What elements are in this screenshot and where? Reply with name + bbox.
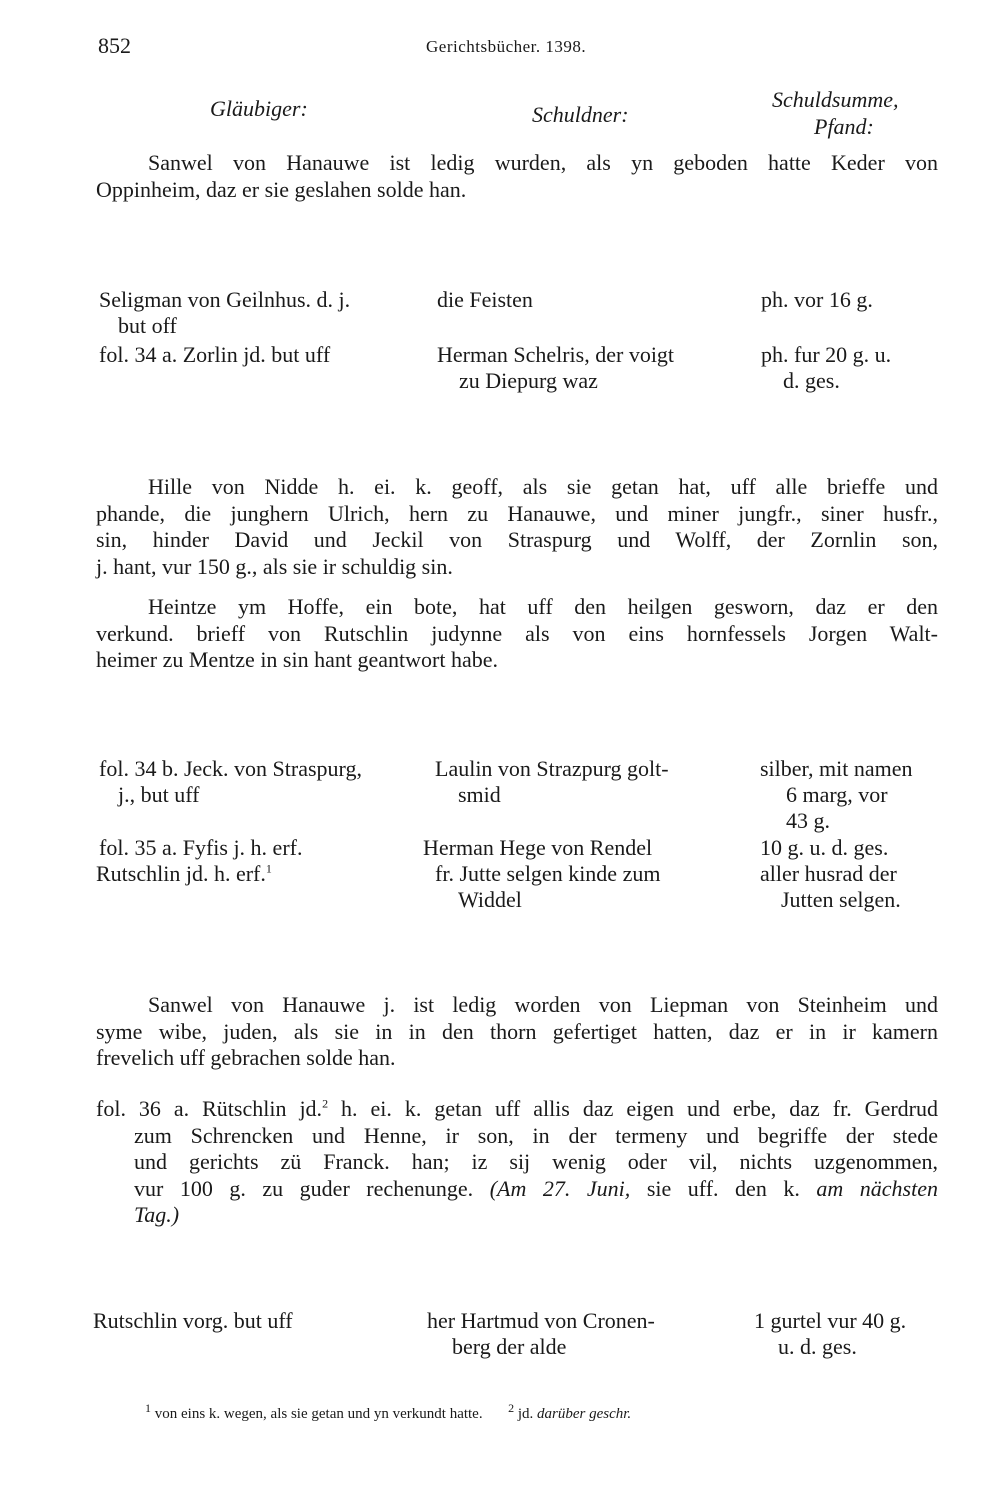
table-cell-creditor: Rutschlin vorg. but uff (93, 1308, 293, 1333)
table-cell-sum: Jutten selgen. (781, 887, 901, 912)
paragraph-line: Sanwel von Hanauwe j. ist ledig worden von Liepman von Steinheim und (148, 992, 938, 1017)
table-cell-debtor: Herman Hege von Rendel (423, 835, 653, 860)
table-cell-sum: d. ges. (783, 368, 840, 393)
table-cell-debtor: die Feisten (437, 287, 533, 312)
paragraph-1 (96, 150, 938, 203)
table-cell-sum: 43 g. (786, 808, 830, 833)
footnotes (145, 1401, 632, 1423)
table-cell-creditor-text: Rutschlin jd. h. erf. (96, 861, 266, 886)
table-cell-debtor: Laulin von Strazpurg golt- (435, 756, 669, 781)
paragraph-5 (96, 1096, 938, 1229)
column-heading-debtor: Schuldner: (532, 102, 629, 127)
paragraph-line (96, 1096, 938, 1123)
table-cell-creditor: fol. 35 a. Fyfis j. h. erf. (99, 835, 303, 860)
table-cell-debtor: Herman Schelris, der voigt (437, 342, 675, 367)
table-cell-debtor: smid (458, 782, 501, 807)
entry-text: vur 100 g. zu guder rechenunge. (134, 1175, 490, 1201)
footnote-number: 1 (145, 1401, 151, 1415)
paragraph-line: heimer zu Mentze in sin hant geantwort habe. (96, 647, 498, 672)
paragraph-2 (96, 474, 938, 580)
footnote-marker: 2 (322, 1096, 329, 1111)
table-cell-creditor: Seligman von Geilnhus. d. j. (99, 287, 351, 312)
table-cell-sum: aller husrad der (760, 861, 897, 886)
table-cell-sum: 1 gurtel vur 40 g. (754, 1308, 907, 1333)
paragraph-line: Heintze ym Hoffe, ein bote, hat uff den heilgen gesworn, daz er den (148, 594, 938, 619)
table-cell-creditor: j., but uff (118, 782, 200, 807)
table-cell-debtor: Widdel (458, 887, 522, 912)
footnote-text: darüber geschr. (537, 1406, 632, 1422)
paragraph-line: j. hant, vur 150 g., als sie ir schuldig sin. (96, 553, 453, 579)
paragraph-3 (96, 594, 938, 674)
paragraph-line: und gerichts zü Franck. han; iz sij wenig oder vil, nichts uzgenommen, (134, 1149, 938, 1174)
column-heading-pledge: Pfand: (814, 114, 874, 139)
footnote-marker: 1 (265, 861, 272, 876)
table-cell-sum: u. d. ges. (778, 1334, 857, 1359)
editorial-note: (Am 27. Juni, (489, 1175, 631, 1201)
table-cell-sum: ph. vor 16 g. (761, 287, 873, 312)
page-number: 852 (98, 33, 131, 58)
paragraph-line: frevelich uff gebrachen solde han. (96, 1045, 396, 1070)
footnote-text: von eins k. wegen, als sie getan und yn verkundt hatte. (151, 1406, 483, 1422)
table-cell-debtor: fr. Jutte selgen kinde zum (435, 861, 661, 886)
table-cell-sum: silber, mit namen (760, 756, 913, 781)
paragraph-line: Oppinheim, daz er sie geslahen solde han. (96, 176, 467, 202)
table-cell-sum: 10 g. u. d. ges. (760, 835, 889, 860)
paragraph-line: verkund. brieff von Rutschlin judynne als von eins hornfessels Jorgen Walt- (96, 620, 938, 646)
table-cell-sum: ph. fur 20 g. u. (761, 342, 892, 367)
paragraph-line (134, 1176, 938, 1203)
paragraph-line: zum Schrencken und Henne, ir son, in der termeny und begriffe der stede (134, 1122, 938, 1148)
footnote-number: 2 (508, 1401, 515, 1415)
running-title: Gerichtsbücher. 1398. (426, 37, 587, 56)
table-cell-creditor: fol. 34 a. Zorlin jd. but uff (99, 342, 331, 367)
footnote-text: jd. (514, 1406, 538, 1422)
paragraph-line: Tag.) (134, 1202, 180, 1227)
paragraph-line: sin, hinder David und Jeckil von Straspurg und Wolff, der Zornlin son, (96, 527, 938, 552)
paragraph-4 (96, 992, 938, 1072)
entry-text: h. ei. k. getan uff allis daz eigen und erbe, daz fr. Gerdrud (328, 1096, 938, 1121)
table-cell-creditor: fol. 34 b. Jeck. von Straspurg, (99, 756, 362, 781)
table-cell-debtor: berg der alde (452, 1334, 567, 1359)
table-cell-debtor: her Hartmud von Cronen- (427, 1308, 655, 1333)
column-heading-creditor: Gläubiger: (210, 96, 308, 121)
table-cell-sum: 6 marg, vor (786, 782, 888, 807)
paragraph-line: phande, die junghern Ulrich, hern zu Hanauwe, und miner jungfr., siner husfr., (96, 500, 938, 526)
paragraph-line: syme wibe, juden, als sie in in den thorn gefertiget hatten, daz er in ir kamern (96, 1018, 938, 1044)
entry-text: fol. 36 a. Rütschlin jd. (96, 1096, 323, 1121)
entry-text: sie uff. den k. (630, 1175, 817, 1201)
paragraph-line: Sanwel von Hanauwe ist ledig wurden, als yn geboden hatte Keder von (148, 150, 938, 175)
editorial-note: am nächsten (816, 1175, 938, 1201)
table-cell-creditor: but off (118, 313, 177, 338)
table-cell-debtor: zu Diepurg waz (459, 368, 598, 393)
table-cell-creditor (96, 861, 272, 887)
paragraph-line: Hille von Nidde h. ei. k. geoff, als sie getan hat, uff alle brieffe und (148, 474, 938, 499)
column-heading-sum: Schuldsumme, (772, 87, 899, 112)
